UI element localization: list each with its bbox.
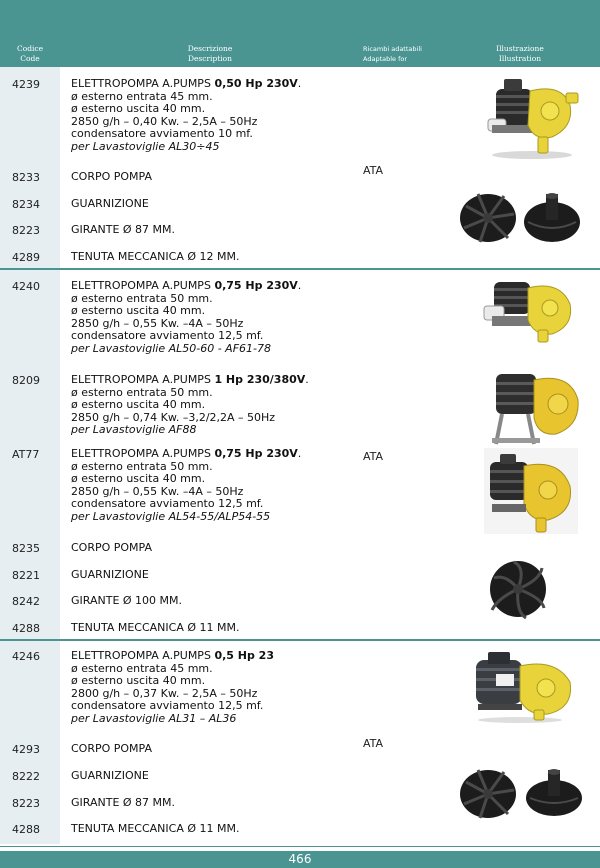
item-code: 8233 [12, 171, 40, 184]
item-description [71, 650, 274, 726]
item-title: TENUTA MECCANICA Ø 12 MM. [71, 250, 240, 263]
electric-pump-photo [484, 448, 578, 534]
item-title: CORPO POMPA [71, 541, 153, 554]
item-title: GIRANTE Ø 87 MM. [71, 796, 176, 809]
item-title: ELETTROPOMPA A.PUMPS 0,5 Hp 23 [71, 649, 274, 662]
item-code: 4239 [12, 78, 40, 91]
header-code-it: Codice [16, 44, 44, 53]
item-title: GIRANTE Ø 87 MM. [71, 223, 176, 236]
item-code: 4288 [12, 622, 40, 635]
electric-pump-photo [488, 368, 580, 448]
item-description [71, 280, 301, 356]
item-title: GUARNIZIONE [71, 769, 149, 782]
page-number: 466 [288, 852, 312, 866]
item-code: 4240 [12, 280, 40, 293]
item-code: 4289 [12, 251, 40, 264]
compatibility-note: per Lavastoviglie AF88 [71, 423, 197, 437]
impeller-photo [458, 764, 584, 822]
spec-line: 2850 g/h – 0,40 Kw. – 2,5A – 50Hz [71, 114, 258, 128]
spec-line: ø esterno uscita 40 mm. [71, 674, 206, 688]
header-desc-it: Descrizione [187, 44, 233, 53]
item-code: 4288 [12, 823, 40, 836]
item-title: TENUTA MECCANICA Ø 11 MM. [71, 621, 240, 634]
item-title: ELETTROPOMPA A.PUMPS 0,75 Hp 230V. [71, 447, 302, 460]
item-code: 4246 [12, 650, 40, 663]
item-description [71, 78, 301, 154]
spec-line: condensatore avviamento 12,5 mf. [71, 497, 264, 511]
item-code: 8222 [12, 770, 40, 783]
header-illus-it: Illustrazione [496, 44, 544, 53]
item-code: AT77 [12, 448, 40, 461]
spec-line: 2800 g/h – 0,37 Kw. – 2,5A – 50Hz [71, 686, 258, 700]
item-title: GUARNIZIONE [71, 197, 149, 210]
adaptable-brand: ATA [363, 737, 384, 750]
item-code: 8223 [12, 797, 40, 810]
spec-line: ø esterno entrata 50 mm. [71, 459, 213, 473]
impeller-photo [488, 558, 548, 620]
spec-line: ø esterno uscita 40 mm. [71, 398, 206, 412]
footer-rule [0, 846, 600, 847]
item-title: CORPO POMPA [71, 742, 153, 755]
item-title: ELETTROPOMPA A.PUMPS 0,75 Hp 230V. [71, 279, 302, 292]
electric-pump-photo [482, 71, 582, 161]
item-code: 4293 [12, 743, 40, 756]
top-band [0, 0, 600, 40]
spec-line: ø esterno entrata 45 mm. [71, 89, 213, 103]
header-illustration [470, 44, 570, 64]
item-title: GUARNIZIONE [71, 568, 149, 581]
item-title: ELETTROPOMPA A.PUMPS 0,50 Hp 230V. [71, 77, 302, 90]
header-adapt-en: Adaptable for [363, 55, 408, 63]
header-adapt-it: Ricambi adattabili [363, 45, 422, 53]
spec-line: ø esterno uscita 40 mm. [71, 304, 206, 318]
code-column-section-1 [0, 67, 60, 268]
item-code: 8209 [12, 374, 40, 387]
item-code: 8223 [12, 224, 40, 237]
electric-pump-photo [470, 650, 578, 724]
item-title: CORPO POMPA [71, 170, 153, 183]
spec-line: condensatore avviamento 12,5 mf. [71, 329, 264, 343]
item-code: 8242 [12, 595, 40, 608]
header-code-en: Code [20, 54, 40, 63]
spec-line: 2850 g/h – 0,74 Kw. –3,2/2,2A – 50Hz [71, 410, 276, 424]
spec-line: ø esterno uscita 40 mm. [71, 472, 206, 486]
electric-pump-photo [482, 274, 578, 344]
item-description [71, 374, 309, 437]
compatibility-note: per Lavastoviglie AL30÷45 [71, 139, 220, 153]
spec-line: 2850 g/h – 0,55 Kw. –4A – 50Hz [71, 484, 244, 498]
compatibility-note: per Lavastoviglie AL54-55/ALP54-55 [71, 509, 271, 523]
compatibility-note: per Lavastoviglie AL50-60 - AF61-78 [71, 341, 271, 355]
spec-line: 2850 g/h – 0,55 Kw. –4A – 50Hz [71, 316, 244, 330]
section-divider [0, 268, 600, 270]
table-header [0, 40, 600, 67]
header-description [120, 44, 300, 64]
item-title: TENUTA MECCANICA Ø 11 MM. [71, 822, 240, 835]
item-title: ELETTROPOMPA A.PUMPS 1 Hp 230/380V. [71, 373, 309, 386]
header-illus-en: Illustration [498, 54, 542, 63]
item-code: 8235 [12, 542, 40, 555]
item-title: GIRANTE Ø 100 MM. [71, 594, 183, 607]
spec-line: ø esterno uscita 40 mm. [71, 102, 206, 116]
spec-line: condensatore avviamento 12,5 mf. [71, 699, 264, 713]
spec-line: ø esterno entrata 50 mm. [71, 291, 213, 305]
adaptable-brand: ATA [363, 164, 384, 177]
spec-line: ø esterno entrata 50 mm. [71, 385, 213, 399]
section-divider [0, 639, 600, 641]
spec-line: ø esterno entrata 45 mm. [71, 661, 213, 675]
item-description [71, 448, 301, 524]
compatibility-note: per Lavastoviglie AL31 – AL36 [71, 711, 237, 725]
header-adaptable [363, 44, 473, 64]
spec-line: condensatore avviamento 10 mf. [71, 127, 253, 141]
header-code [0, 44, 60, 64]
impeller-photo [458, 188, 582, 248]
header-desc-en: Description [187, 54, 233, 63]
adaptable-brand: ATA [363, 450, 384, 463]
item-code: 8221 [12, 569, 40, 582]
item-code: 8234 [12, 198, 40, 211]
